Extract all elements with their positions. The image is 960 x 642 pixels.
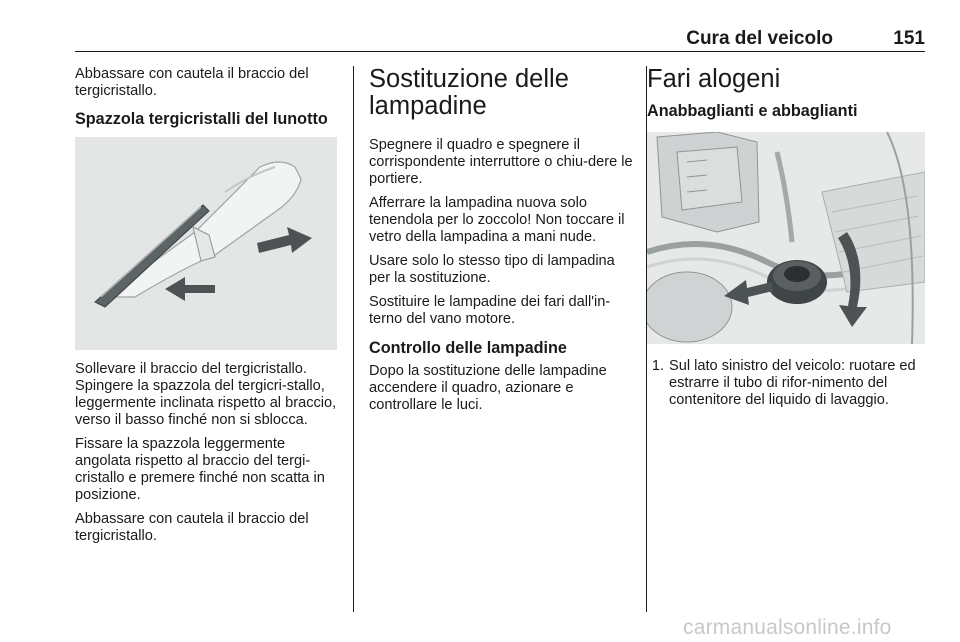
paragraph: Sostituire le lampadine dei fari dall'in-terno del vano motore. — [369, 294, 611, 327]
paragraph: Fissare la spazzola leggermente angolata rispetto al braccio del tergi-cristallo e premere finché non scatta in posizione. — [75, 436, 325, 503]
paragraph: Afferrare la lampadina nuova solo tenendola per lo zoccolo! Non toccare il vetro della lampadina a mani nude. — [369, 195, 625, 245]
column-right — [647, 66, 925, 409]
paragraph: Abbassare con cautela il braccio del tergicristallo. — [75, 511, 309, 544]
subheading: Spazzola tergicristalli del lunotto — [75, 110, 328, 128]
engine-compartment-illustration — [647, 132, 925, 344]
section-title: Cura del veicolo — [686, 28, 833, 49]
list-item — [647, 358, 925, 409]
paragraph: Dopo la sostituzione delle lampadine accendere il quadro, azionare e controllare le luci. — [369, 363, 607, 413]
page-number: 151 — [893, 28, 925, 49]
watermark: carmanualsonline.info — [683, 616, 892, 639]
step-number: 1. — [651, 358, 664, 374]
subheading: Controllo delle lampadine — [369, 339, 567, 357]
paragraph: Spegnere il quadro e spegnere il corrispondente interruttore o chiu-dere le portiere. — [369, 137, 633, 187]
paragraph: Abbassare con cautela il braccio del tergicristallo. — [75, 66, 309, 99]
column-left — [75, 66, 337, 552]
subheading: Anabbaglianti e abbaglianti — [647, 102, 858, 120]
paragraph: Sollevare il braccio del tergicristallo. Spingere la spazzola del tergicri-stallo, leggermente inclinata rispetto al braccio, verso il basso finché non si sblocca. — [75, 361, 337, 428]
page-header — [75, 28, 925, 52]
paragraph: Usare solo lo stesso tipo di lampadina per la sostituzione. — [369, 253, 615, 286]
rear-wiper-illustration — [75, 137, 337, 350]
section-heading: Fari alogeni — [647, 65, 781, 93]
column-middle — [369, 66, 634, 421]
section-heading: Sostituzione delle lampadine — [369, 65, 569, 120]
step-text: Sul lato sinistro del veicolo: ruotare ed estrarre il tubo di rifor-nimento del contenitore del liquido di lavaggio. — [669, 358, 916, 408]
column-divider — [353, 66, 354, 612]
